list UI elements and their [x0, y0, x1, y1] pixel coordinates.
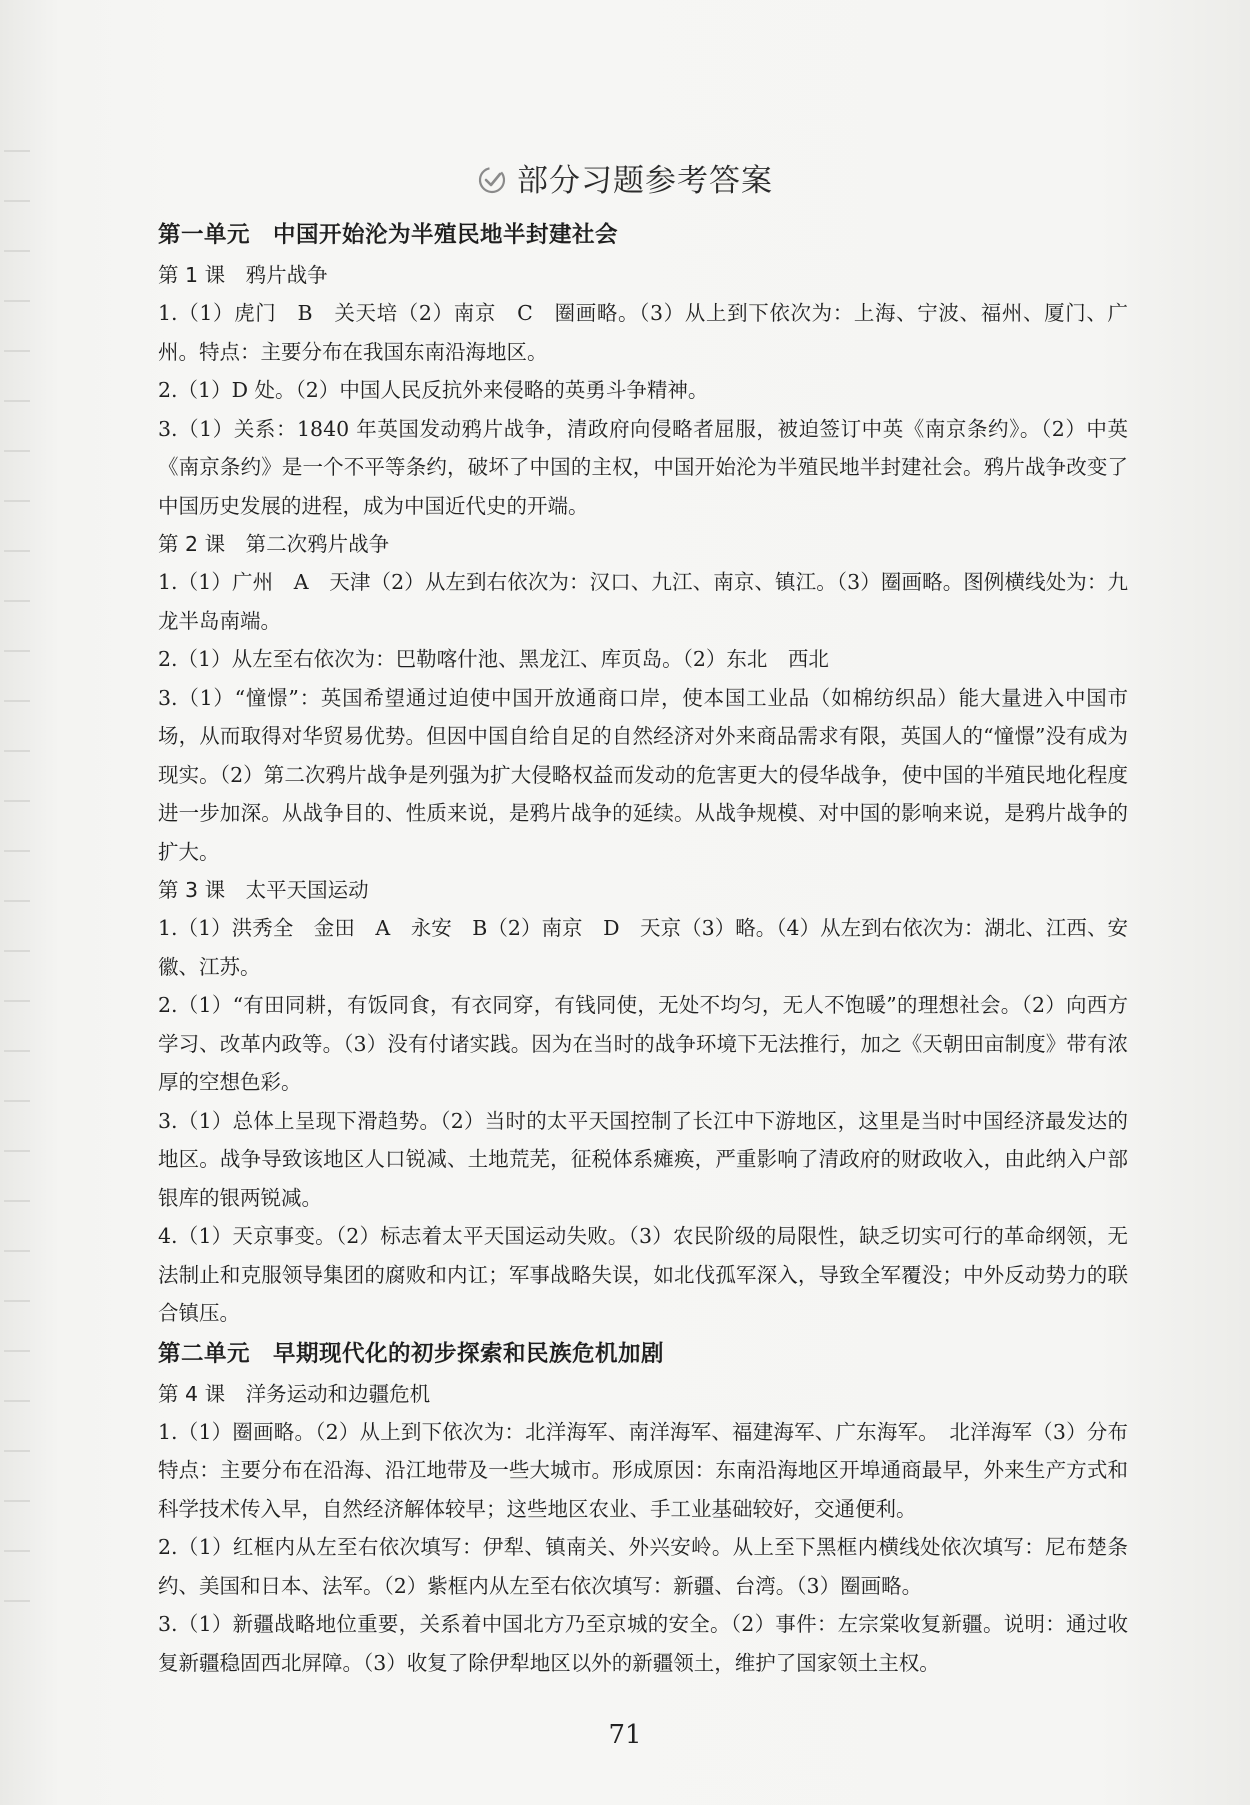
binding-mark [4, 700, 30, 702]
lesson-title: 第 1 课 鸦片战争 [158, 263, 328, 287]
answer-paragraph: 1.（1）广州 A 天津（2）从左到右依次为：汉口、九江、南京、镇江。（3）圈画略。图例横线处为：九龙半岛南端。 [158, 570, 1128, 633]
answer-paragraph: 2.（1）“有田同耕，有饭同食，有衣同穿，有钱同使，无处不均匀，无人不饱暖”的理想社会。（2）向西方学习、改革内政等。（3）没有付诸实践。因为在当时的战争环境下无法推行，加之《天朝田亩制度》带有浓厚的空想色彩。 [158, 993, 1128, 1094]
binding-mark [4, 200, 30, 202]
check-circle-icon [477, 165, 507, 195]
unit-title: 第一单元 中国开始沦为半殖民地半封建社会 [158, 222, 619, 248]
binding-mark [4, 1150, 30, 1152]
page-title: 部分习题参考答案 [517, 163, 773, 199]
binding-mark [4, 650, 30, 652]
binding-mark [4, 1350, 30, 1352]
binding-mark [4, 550, 30, 552]
binding-mark [4, 800, 30, 802]
binding-marks [0, 150, 30, 1650]
binding-mark [4, 150, 30, 152]
binding-mark [4, 600, 30, 602]
lesson-title: 第 3 课 太平天国运动 [158, 878, 369, 902]
unit-title: 第二单元 早期现代化的初步探索和民族危机加剧 [158, 1340, 665, 1367]
answer-paragraph: 1.（1）洪秀全 金田 A 永安 B（2）南京 D 天京（3）略。（4）从左到右依次为：湖北、江西、安徽、江苏。 [158, 916, 1128, 979]
page-header [0, 155, 1250, 200]
answer-paragraph: 3.（1）“憧憬”：英国希望通过迫使中国开放通商口岸，使本国工业品（如棉纺织品）能大量进入中国市场，从而取得对华贸易优势。但因中国自给自足的自然经济对外来商品需求有限，英国人的“憧憬”没有成为现实。（2）第二次鸦片战争是列强为扩大侵略权益而发动的危害更大的侵华战争，使中国的半殖民地化程度进一步加深。从战争目的、性质来说，是鸦片战争的延续。从战争规模、对中国的影响来说，是鸦片战争的扩大。 [158, 685, 1128, 864]
binding-mark [4, 900, 30, 902]
answer-paragraph: 2.（1）从左至右依次为：巴勒喀什池、黑龙江、库页岛。（2）东北 西北 [158, 647, 829, 671]
binding-mark [4, 450, 30, 452]
binding-mark [4, 1500, 30, 1502]
binding-mark [4, 1400, 30, 1402]
answer-paragraph: 1.（1）圈画略。（2）从上到下依次为：北洋海军、南洋海军、福建海军、广东海军。 北洋海军（3）分布特点：主要分布在沿海、沿江地带及一些大城市。形成原因：东南沿海地区开埠通商最早，外来生产方式和科学技术传入早，自然经济解体较早；这些地区农业、手工业基础较好，交通便利。 [158, 1419, 1128, 1521]
binding-mark [4, 1050, 30, 1052]
binding-mark [4, 300, 30, 302]
answer-paragraph: 1.（1）虎门 B 关天培（2）南京 C 圈画略。（3）从上到下依次为：上海、宁波、福州、厦门、广州。特点：主要分布在我国东南沿海地区。 [158, 301, 1128, 364]
binding-mark [4, 1250, 30, 1252]
binding-mark [4, 500, 30, 502]
answer-paragraph: 3.（1）总体上呈现下滑趋势。（2）当时的太平天国控制了长江中下游地区，这里是当时中国经济最发达的地区。战争导致该地区人口锐减、土地荒芜，征税体系瘫痪，严重影响了清政府的财政收入，由此纳入户部银库的银两锐减。 [158, 1108, 1128, 1210]
binding-mark [4, 1100, 30, 1102]
binding-mark [4, 400, 30, 402]
answer-paragraph: 2.（1）D 处。（2）中国人民反抗外来侵略的英勇斗争精神。 [158, 378, 709, 402]
answer-content [158, 214, 1128, 1682]
binding-mark [4, 1300, 30, 1302]
answer-paragraph: 4.（1）天京事变。（2）标志着太平天国运动失败。（3）农民阶级的局限性，缺乏切实可行的革命纲领，无法制止和克服领导集团的腐败和内讧；军事战略失误，如北伐孤军深入，导致全军覆没；中外反动势力的联合镇压。 [158, 1224, 1128, 1325]
binding-mark [4, 1550, 30, 1552]
binding-mark [4, 1000, 30, 1002]
binding-mark [4, 250, 30, 252]
binding-mark [4, 1600, 30, 1602]
binding-mark [4, 1450, 30, 1452]
answer-paragraph: 3.（1）关系：1840 年英国发动鸦片战争，清政府向侵略者屈服，被迫签订中英《南京条约》。（2）中英《南京条约》是一个不平等条约，破坏了中国的主权，中国开始沦为半殖民地半封建社会。鸦片战争改变了中国历史发展的进程，成为中国近代史的开端。 [158, 416, 1128, 518]
lesson-title: 第 4 课 洋务运动和边疆危机 [158, 1381, 431, 1406]
page-number: 71 [608, 1720, 642, 1750]
binding-mark [4, 350, 30, 352]
answer-paragraph: 2.（1）红框内从左至右依次填写：伊犁、镇南关、外兴安岭。从上至下黑框内横线处依次填写：尼布楚条约、美国和日本、法军。（2）紫框内从左至右依次填写：新疆、台湾。（3）圈画略。 [158, 1535, 1128, 1598]
binding-mark [4, 850, 30, 852]
lesson-title: 第 2 课 第二次鸦片战争 [158, 532, 390, 556]
binding-mark [4, 950, 30, 952]
binding-mark [4, 1200, 30, 1202]
answer-paragraph: 3.（1）新疆战略地位重要，关系着中国北方乃至京城的安全。（2）事件：左宗棠收复新疆。说明：通过收复新疆稳固西北屏障。（3）收复了除伊犁地区以外的新疆领土，维护了国家领土主权。 [158, 1612, 1128, 1675]
binding-mark [4, 750, 30, 752]
